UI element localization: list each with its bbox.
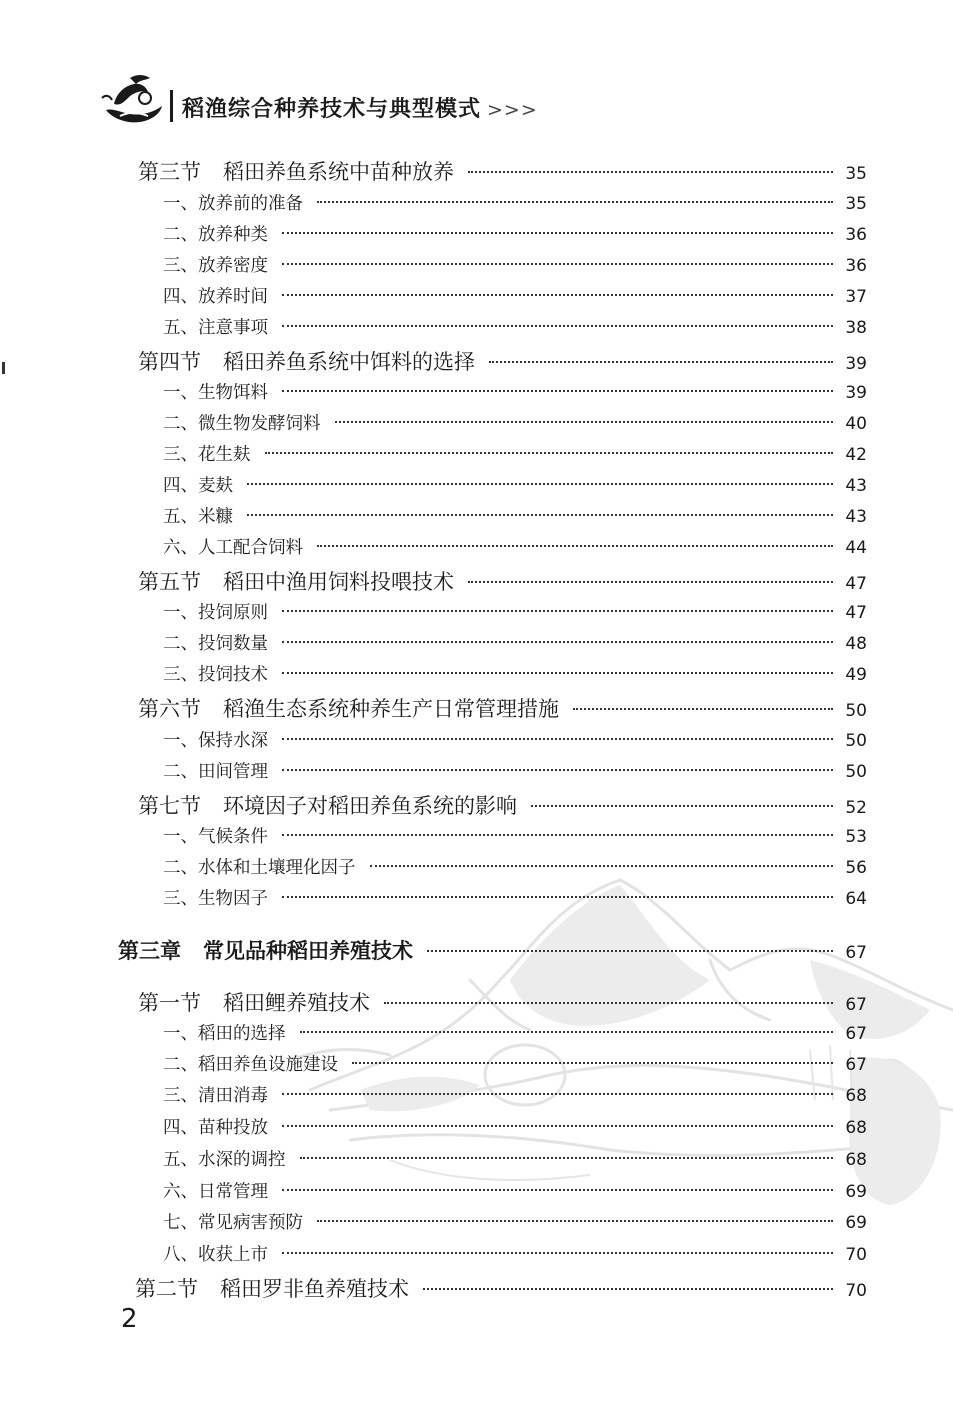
- toc-item: [163, 1178, 867, 1203]
- section-number: 第二节: [135, 1277, 198, 1301]
- item-title: 七、常见病害预防: [163, 1213, 303, 1233]
- item-title: 二、水体和土壤理化因子: [163, 858, 356, 878]
- page-ref: 67: [845, 1055, 867, 1075]
- page-number: 2: [121, 1304, 138, 1334]
- item-title: 三、投饲技术: [163, 665, 268, 685]
- page-ref: 67: [845, 943, 867, 963]
- dot-leader: [468, 581, 833, 583]
- item-title: 三、生物因子: [163, 889, 268, 909]
- item-title: 一、放养前的准备: [163, 194, 303, 214]
- toc-item: [163, 221, 867, 246]
- section-title: 稻渔生态系统种养生产日常管理措施: [223, 697, 559, 721]
- toc-section: [138, 987, 867, 1017]
- page-ref: 38: [845, 318, 867, 338]
- item-title: 一、保持水深: [163, 731, 268, 751]
- section-number: 第七节: [138, 794, 201, 818]
- toc-item: [163, 1209, 867, 1234]
- dot-leader: [282, 834, 833, 836]
- dot-leader: [300, 1157, 834, 1159]
- item-title: 五、注意事项: [163, 318, 268, 338]
- dot-leader: [282, 738, 833, 740]
- page-ref: 68: [845, 1118, 867, 1138]
- dot-leader: [282, 263, 833, 265]
- toc-item: [163, 252, 867, 277]
- page-ref: 36: [845, 225, 867, 245]
- dot-leader: [384, 1002, 833, 1004]
- item-title: 四、放养时间: [163, 287, 268, 307]
- dot-leader: [282, 1125, 833, 1127]
- toc-item: [163, 1020, 867, 1045]
- page-ref: 42: [845, 445, 867, 465]
- item-title: 二、稻田养鱼设施建设: [163, 1055, 338, 1075]
- item-title: 三、放养密度: [163, 256, 268, 276]
- dot-leader: [573, 708, 833, 710]
- item-title: 二、微生物发酵饲料: [163, 414, 321, 434]
- item-title: 一、稻田的选择: [163, 1024, 286, 1044]
- dot-leader: [282, 390, 833, 392]
- item-title: 一、生物饵料: [163, 383, 268, 403]
- toc-item: [163, 534, 867, 559]
- page-ref: 70: [845, 1245, 867, 1265]
- page-ref: 69: [845, 1182, 867, 1202]
- page-ref: 43: [845, 476, 867, 496]
- toc-item: [163, 1082, 867, 1107]
- page-ref: 35: [845, 194, 867, 214]
- section-title: 稻田中渔用饲料投喂技术: [223, 570, 454, 594]
- section-title: 稻田罗非鱼养殖技术: [220, 1277, 409, 1301]
- dot-leader: [247, 514, 833, 516]
- dot-leader: [468, 171, 833, 173]
- page-ref: 70: [845, 1281, 867, 1301]
- page-ref: 64: [845, 889, 867, 909]
- section-number: 第六节: [138, 697, 201, 721]
- chapter-title: 常见品种稻田养殖技术: [203, 939, 413, 963]
- dot-leader: [247, 483, 833, 485]
- toc-item: [163, 661, 867, 686]
- toc-item: [163, 283, 867, 308]
- dot-leader: [282, 769, 833, 771]
- toc-item: [163, 630, 867, 655]
- page-ref: 67: [845, 995, 867, 1015]
- dot-leader: [282, 325, 833, 327]
- toc-section: [138, 790, 867, 820]
- toc-section: [138, 566, 867, 596]
- toc-item: [163, 441, 867, 466]
- toc-item: [163, 823, 867, 848]
- item-title: 五、水深的调控: [163, 1150, 286, 1170]
- toc-item: [163, 1051, 867, 1076]
- toc-section: [138, 156, 867, 186]
- toc-section: [135, 1273, 867, 1303]
- dot-leader: [317, 1220, 833, 1222]
- page-ref: 47: [845, 603, 867, 623]
- toc-chapter: [118, 935, 867, 965]
- dot-leader: [282, 1093, 833, 1095]
- item-title: 四、麦麸: [163, 476, 233, 496]
- dot-leader: [282, 1252, 833, 1254]
- toc-item: [163, 1146, 867, 1171]
- item-title: 五、米糠: [163, 507, 233, 527]
- page-ref: 39: [845, 354, 867, 374]
- section-title: 稻田养鱼系统中饵料的选择: [223, 350, 475, 374]
- toc-item: [163, 599, 867, 624]
- item-title: 四、苗种投放: [163, 1118, 268, 1138]
- toc-item: [163, 758, 867, 783]
- dot-leader: [335, 421, 834, 423]
- dot-leader: [282, 672, 833, 674]
- dot-leader: [282, 232, 833, 234]
- dot-leader: [265, 452, 834, 454]
- dot-leader: [282, 641, 833, 643]
- toc-item: [163, 1114, 867, 1139]
- header-arrows: >>>: [487, 99, 538, 121]
- dot-leader: [282, 896, 833, 898]
- page-ref: 47: [845, 574, 867, 594]
- page-ref: 53: [845, 827, 867, 847]
- dot-leader: [423, 1288, 833, 1290]
- page-ref: 44: [845, 538, 867, 558]
- toc-item: [163, 379, 867, 404]
- item-title: 二、田间管理: [163, 762, 268, 782]
- toc-item: [163, 885, 867, 910]
- section-title: 稻田鲤养殖技术: [223, 991, 370, 1015]
- dot-leader: [531, 805, 833, 807]
- toc-item: [163, 314, 867, 339]
- item-title: 一、气候条件: [163, 827, 268, 847]
- dot-leader: [427, 950, 833, 952]
- page-ref: 50: [845, 701, 867, 721]
- item-title: 三、清田消毒: [163, 1086, 268, 1106]
- section-number: 第三节: [138, 160, 201, 184]
- page-ref: 37: [845, 287, 867, 307]
- item-title: 六、日常管理: [163, 1182, 268, 1202]
- page-ref: 35: [845, 164, 867, 184]
- page-ref: 48: [845, 634, 867, 654]
- dot-leader: [282, 610, 833, 612]
- page-ref: 68: [845, 1086, 867, 1106]
- section-number: 第四节: [138, 350, 201, 374]
- dot-leader: [282, 294, 833, 296]
- item-title: 八、收获上市: [163, 1245, 268, 1265]
- item-title: 三、花生麸: [163, 445, 251, 465]
- page-ref: 67: [845, 1024, 867, 1044]
- page-ref: 50: [845, 762, 867, 782]
- item-title: 六、人工配合饲料: [163, 538, 303, 558]
- dot-leader: [370, 865, 834, 867]
- toc-item: [163, 410, 867, 435]
- dot-leader: [317, 545, 833, 547]
- toc-item: [163, 727, 867, 752]
- page-ref: 36: [845, 256, 867, 276]
- page-ref: 50: [845, 731, 867, 751]
- dot-leader: [489, 361, 833, 363]
- dot-leader: [300, 1031, 834, 1033]
- section-number: 第一节: [138, 991, 201, 1015]
- section-title: 环境因子对稻田养鱼系统的影响: [223, 794, 517, 818]
- toc-item: [163, 190, 867, 215]
- item-title: 二、放养种类: [163, 225, 268, 245]
- page-ref: 39: [845, 383, 867, 403]
- dot-leader: [352, 1062, 833, 1064]
- toc-item: [163, 854, 867, 879]
- dot-leader: [317, 201, 833, 203]
- page-ref: 52: [845, 798, 867, 818]
- item-title: 二、投饲数量: [163, 634, 268, 654]
- toc-item: [163, 472, 867, 497]
- section-title: 稻田养鱼系统中苗种放养: [223, 160, 454, 184]
- dot-leader: [282, 1189, 833, 1191]
- page-ref: 49: [845, 665, 867, 685]
- page-ref: 43: [845, 507, 867, 527]
- section-number: 第五节: [138, 570, 201, 594]
- page-ref: 40: [845, 414, 867, 434]
- item-title: 一、投饲原则: [163, 603, 268, 623]
- page-ref: 68: [845, 1150, 867, 1170]
- toc-section: [138, 693, 867, 723]
- toc-item: [163, 503, 867, 528]
- book-title-text: 稻渔综合种养技术与典型模式: [182, 97, 482, 122]
- toc-section: [138, 346, 867, 376]
- chapter-number: 第三章: [118, 939, 181, 963]
- page-ref: 56: [845, 858, 867, 878]
- page-ref: 69: [845, 1213, 867, 1233]
- toc-item: [163, 1241, 867, 1266]
